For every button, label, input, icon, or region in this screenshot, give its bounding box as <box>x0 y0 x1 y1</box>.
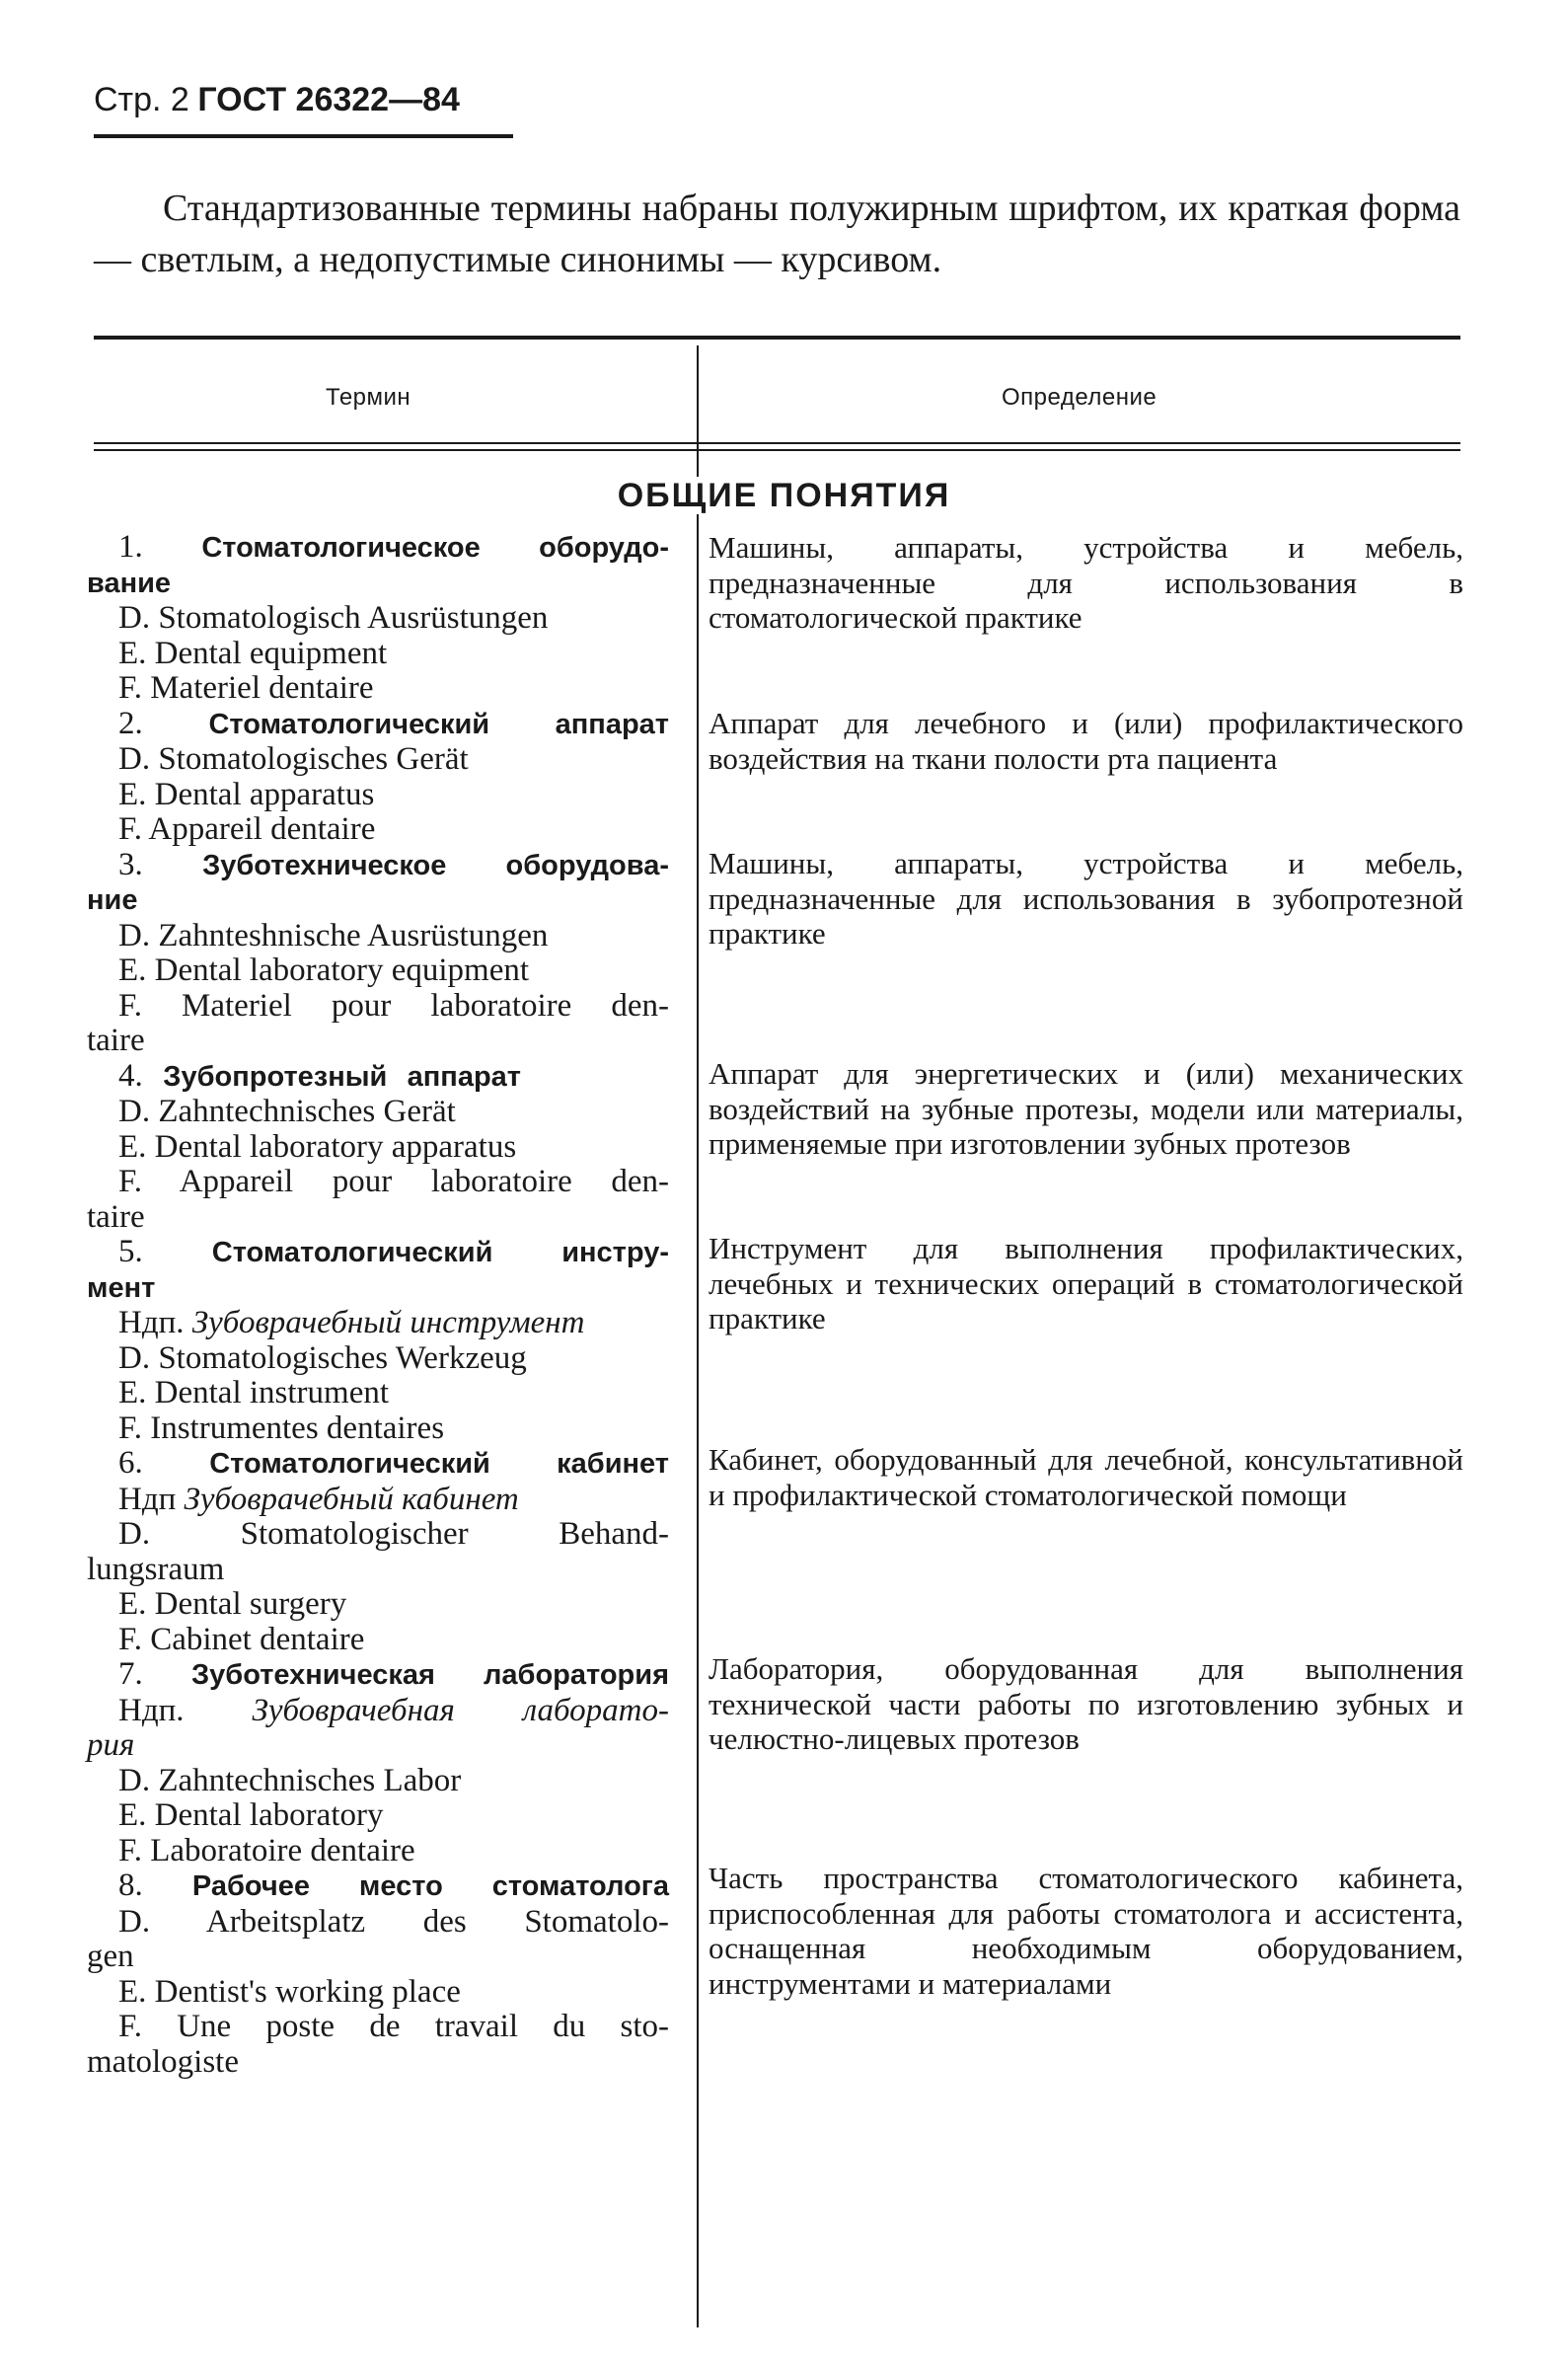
term-7-title: 7. Зуботехническая лаборатория <box>118 1656 669 1692</box>
term-3-fr: F. Materiel pour laboratoire den- <box>118 987 669 1024</box>
term-2-en: E. Dental apparatus <box>118 776 375 812</box>
term-8-de: D. Arbeitsplatz des Stomatolo- <box>118 1903 669 1940</box>
term-4-title: 4. Зубопротезный аппарат <box>118 1057 521 1094</box>
term-6-de-cont: lungsraum <box>87 1551 225 1587</box>
term-3-fr-cont: taire <box>87 1023 145 1058</box>
term-8-de-cont: gen <box>87 1939 134 1974</box>
section-title <box>0 477 1568 515</box>
term-5-de: D. Stomatologisches Werkzeug <box>118 1339 527 1376</box>
definition-1: Машины, аппараты, устройства и мебель, предназначенные для использования в стоматологической практике <box>709 530 1463 635</box>
column-divider <box>697 345 699 2327</box>
table-top-rule <box>94 336 1460 340</box>
term-1-fr: F. Materiel dentaire <box>118 670 374 706</box>
term-4-en: E. Dental laboratory apparatus <box>118 1128 517 1165</box>
page-label: Стр. 2 <box>94 81 189 118</box>
definition-7: Лаборатория, оборудованная для выполнения технической части работы по изготовлению зубных и челюстно-лицевых протезов <box>709 1651 1463 1756</box>
term-2-fr: F. Appareil dentaire <box>118 811 376 847</box>
table-header-rule-1 <box>94 442 1460 444</box>
column-header-term: Термин <box>326 384 411 411</box>
term-5-title-cont: мент <box>87 1271 156 1304</box>
term-8-title: 8. Рабочее место стоматолога <box>118 1868 669 1903</box>
term-1-en: E. Dental equipment <box>118 635 388 671</box>
intro-paragraph: Стандартизованные термины набраны полужирным шрифтом, их краткая форма — светлым, а недопустимые синонимы — курсивом. <box>94 188 1460 280</box>
term-7-synonym-cont: рия <box>87 1727 135 1763</box>
term-2-title: 2. Стоматологический аппарат <box>118 705 669 741</box>
term-1-title-cont: вание <box>87 567 172 599</box>
term-5-fr: F. Instrumentes dentaires <box>118 1410 445 1446</box>
term-5-title: 5. Стоматологический инстру- <box>118 1234 669 1269</box>
term-8-fr-cont: matologiste <box>87 2043 239 2080</box>
definition-2: Аппарат для лечебного и (или) профилактического воздействия на ткани полости рта пациента <box>709 706 1463 776</box>
section-title-text: ОБЩИЕ ПОНЯТИЯ <box>608 477 961 514</box>
term-8-fr: F. Une poste de travail du sto- <box>118 2009 669 2044</box>
definition-3: Машины, аппараты, устройства и мебель, предназначенные для использования в зубопротезной практике <box>709 846 1463 951</box>
term-6-de: D. Stomatologischer Behand- <box>118 1516 669 1552</box>
term-3-de: D. Zahnteshnische Ausrüstungen <box>118 917 549 953</box>
term-1-title: 1. Стоматологическое оборудо- <box>118 529 669 565</box>
header-rule <box>94 134 513 138</box>
term-7-fr: F. Laboratoire dentaire <box>118 1832 415 1868</box>
column-header-definition: Определение <box>1002 384 1157 411</box>
term-4-fr-cont: taire <box>87 1198 145 1235</box>
definition-8: Часть пространства стоматологического кабинета, приспособленная для работы стоматолога и ассистента, оснащенная необходимым оборудованием, инструментами и материалами <box>709 1861 1463 2001</box>
term-3-title-cont: ние <box>87 884 138 916</box>
term-7-synonym: Ндп. Зубоврачебная лаборато- <box>118 1692 669 1728</box>
term-4-de: D. Zahntechnisches Gerät <box>118 1094 456 1129</box>
term-7-de: D. Zahntechnisches Labor <box>118 1762 462 1798</box>
term-5-en: E. Dental instrument <box>118 1375 390 1410</box>
term-2-de: D. Stomatologisches Gerät <box>118 741 469 777</box>
term-1-de: D. Stomatologisch Ausrüstungen <box>118 600 549 636</box>
term-6-title: 6. Стоматологический кабинет <box>118 1445 669 1481</box>
term-4-fr: F. Appareil pour laboratoire den- <box>118 1164 669 1199</box>
terms-column <box>87 530 669 2080</box>
term-6-en: E. Dental surgery <box>118 1586 347 1622</box>
term-5-synonym: Ндп. Зубоврачебный инструмент <box>118 1305 585 1340</box>
definition-5: Инструмент для выполнения профилактических, лечебных и технических операций в стоматологической практике <box>709 1231 1463 1335</box>
term-3-en: E. Dental laboratory equipment <box>118 953 530 988</box>
page-header <box>94 81 460 119</box>
term-6-fr: F. Cabinet dentaire <box>118 1621 365 1657</box>
term-6-synonym: Ндп Зубоврачебный кабинет <box>118 1481 519 1517</box>
definition-6: Кабинет, оборудованный для лечебной, консультативной и профилактической стоматологической помощи <box>709 1442 1463 1512</box>
definition-4: Аппарат для энергетических и (или) механических воздействий на зубные протезы, модели или материалы, применяемые при изготовлении зубных протезов <box>709 1056 1463 1161</box>
standard-number: ГОСТ 26322—84 <box>197 81 460 118</box>
table-header-rule-2 <box>94 449 1460 451</box>
term-3-title: 3. Зуботехническое оборудова- <box>118 846 669 882</box>
term-7-en: E. Dental laboratory <box>118 1797 384 1833</box>
term-8-en: E. Dentist's working place <box>118 1973 461 2010</box>
